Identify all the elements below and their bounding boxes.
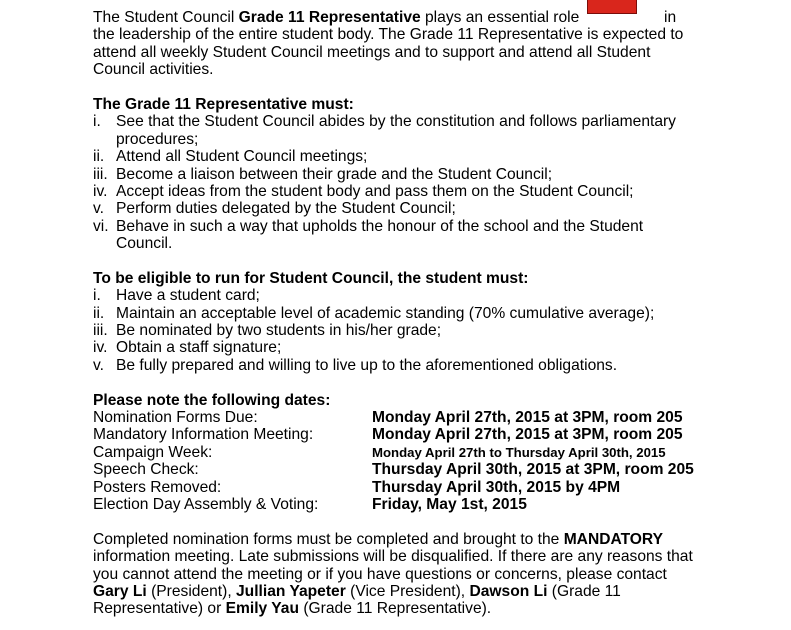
date-row: Nomination Forms Due: Monday April 27th, 2015 at 3PM, room 205 bbox=[93, 408, 683, 426]
intro-paragraph bbox=[93, 9, 713, 79]
contact-name: Emily Yau bbox=[225, 600, 300, 618]
must-list bbox=[93, 113, 713, 252]
intro-line: Council activities. bbox=[93, 61, 214, 79]
list-item: ii. Attend all Student Council meetings; bbox=[93, 148, 368, 166]
dates-table bbox=[93, 409, 713, 513]
list-item: iii. Be nominated by two students in his/her grade; bbox=[93, 322, 442, 340]
eligible-heading: To be eligible to run for Student Council, the student must: bbox=[93, 269, 529, 287]
eligible-list bbox=[93, 287, 713, 374]
contact-name: Gary Li bbox=[93, 582, 147, 600]
list-item: i. Have a student card; bbox=[93, 287, 260, 305]
list-item: iv. Obtain a staff signature; bbox=[93, 339, 282, 357]
intro-role: Grade 11 Representative bbox=[238, 9, 421, 26]
intro-in-word: in bbox=[664, 9, 677, 26]
dates-heading: Please note the following dates: bbox=[93, 391, 331, 409]
contact-name: Dawson Li bbox=[469, 582, 548, 600]
list-item: ii. Maintain an acceptable level of academic standing (70% cumulative average); bbox=[93, 304, 655, 322]
list-item-continuation: procedures; bbox=[116, 130, 199, 148]
intro-line: attend all weekly Student Council meetings and to support and attend all Student bbox=[93, 43, 651, 61]
date-row: Posters Removed: Thursday April 30th, 2015 by 4PM bbox=[93, 478, 621, 496]
list-item-continuation: Council. bbox=[116, 235, 173, 253]
intro-text: The Student Council bbox=[93, 9, 239, 26]
list-item: i. See that the Student Council abides by the constitution and follows parliamentary bbox=[93, 113, 676, 131]
contact-name: Jullian Yapeter bbox=[236, 582, 346, 600]
date-row: Speech Check: Thursday April 30th, 2015 at 3PM, room 205 bbox=[93, 461, 694, 479]
closing-paragraph: Completed nomination forms must be completed and brought to the MANDATORY information meeting. Late submissions will be disqualified. If there are any reasons that you cannot attend the meeting or if you have questions or concerns, please contact Gary Li (President), Jullian Yapeter (Vice President), Dawson Li (Grade 11 Representative) or Emily Yau (Grade 11 Representative). bbox=[93, 530, 693, 618]
date-row: Campaign Week: Monday April 27th to Thursday April 30th, 2015 bbox=[93, 443, 666, 461]
list-item: v. Perform duties delegated by the Student Council; bbox=[93, 200, 456, 218]
document-page bbox=[93, 9, 713, 618]
list-item: vi. Behave in such a way that upholds the honour of the school and the Student bbox=[93, 217, 644, 235]
intro-line: the leadership of the entire student body. The Grade 11 Representative is expected to bbox=[93, 26, 684, 44]
intro-text: plays an essential role bbox=[420, 9, 580, 26]
date-row: Mandatory Information Meeting: Monday April 27th, 2015 at 3PM, room 205 bbox=[93, 426, 683, 444]
list-item: iv. Accept ideas from the student body and pass them on the Student Council; bbox=[93, 182, 634, 200]
must-heading: The Grade 11 Representative must: bbox=[93, 95, 354, 113]
date-row: Election Day Assembly & Voting: Friday, May 1st, 2015 bbox=[93, 495, 527, 513]
list-item: iii. Become a liaison between their grade and the Student Council; bbox=[93, 165, 553, 183]
list-item: v. Be fully prepared and willing to live up to the aforementioned obligations. bbox=[93, 356, 618, 374]
